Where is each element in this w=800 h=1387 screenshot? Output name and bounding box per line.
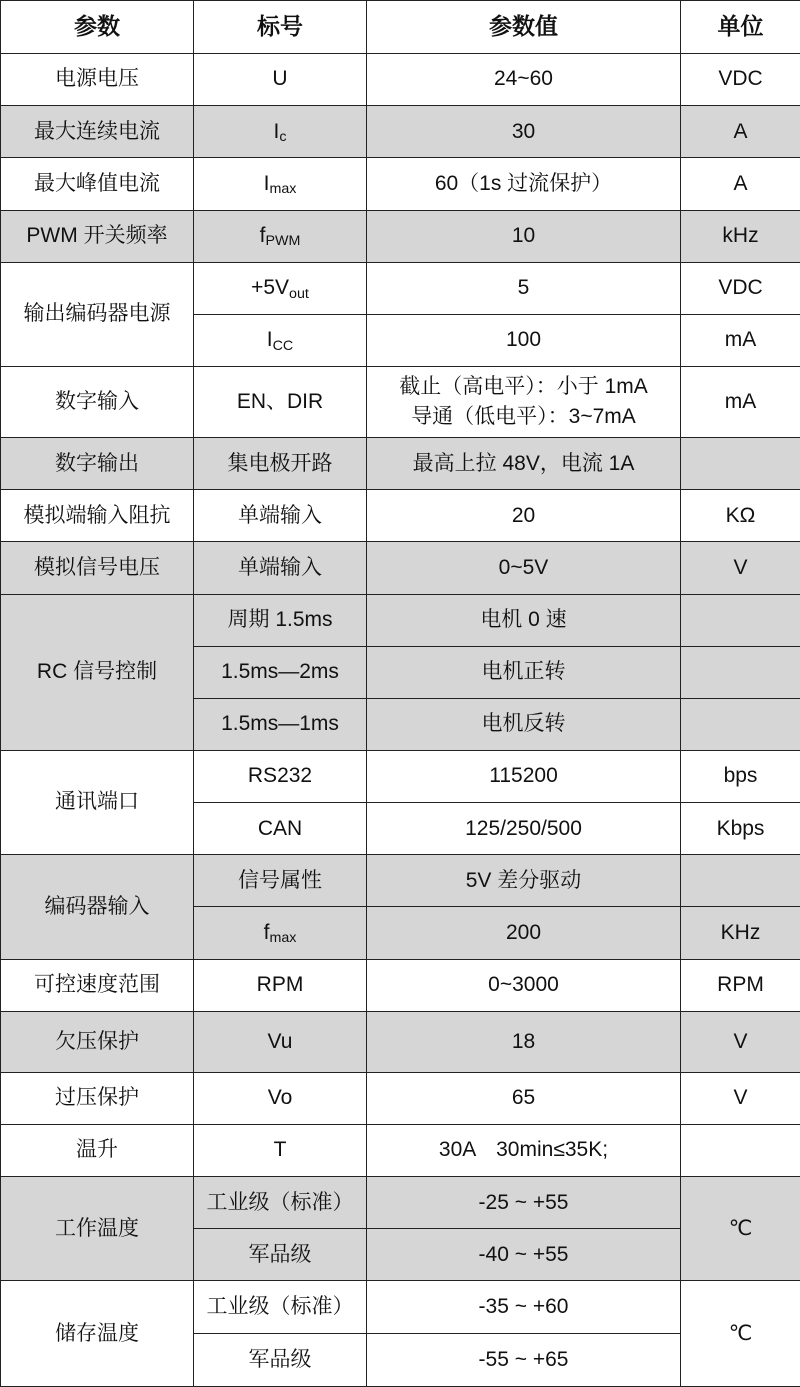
param-cell: 数字输出 <box>1 438 194 490</box>
param-cell: 数字输入 <box>1 366 194 437</box>
table-row <box>1 594 800 646</box>
table-row <box>1 1011 800 1072</box>
header-symbol: 标号 <box>194 1 367 54</box>
header-param: 参数 <box>1 1 194 54</box>
unit-cell: V <box>681 1072 800 1124</box>
param-cell: PWM 开关频率 <box>1 210 194 262</box>
table-row <box>1 1125 800 1177</box>
symbol-cell: Vu <box>194 1011 367 1072</box>
header-row <box>1 1 800 54</box>
unit-cell: KHz <box>681 907 800 959</box>
symbol-cell: 周期 1.5ms <box>194 594 367 646</box>
unit-cell <box>681 594 800 646</box>
param-cell: 通讯端口 <box>1 751 194 855</box>
unit-cell: V <box>681 1011 800 1072</box>
param-cell: 温升 <box>1 1125 194 1177</box>
param-cell: 电源电压 <box>1 54 194 106</box>
symbol-subscript: c <box>279 129 287 146</box>
symbol-subscript: max <box>269 181 297 198</box>
param-cell: RC 信号控制 <box>1 594 194 750</box>
table-row <box>1 106 800 158</box>
symbol-main: f <box>259 223 266 247</box>
symbol-main: f <box>263 920 270 944</box>
symbol-main: +5V <box>251 276 290 300</box>
value-cell: -55 ~ +65 <box>367 1333 681 1386</box>
symbol-cell: U <box>194 54 367 106</box>
symbol-cell: 军品级 <box>194 1229 367 1281</box>
value-cell: 200 <box>367 907 681 959</box>
value-cell: -25 ~ +55 <box>367 1177 681 1229</box>
unit-cell: kHz <box>681 210 800 262</box>
unit-cell: V <box>681 542 800 594</box>
unit-cell <box>681 438 800 490</box>
table-row <box>1 1072 800 1124</box>
table-row <box>1 1177 800 1229</box>
unit-cell <box>681 646 800 698</box>
value-cell: 20 <box>367 490 681 542</box>
param-cell: 储存温度 <box>1 1281 194 1387</box>
header-value: 参数值 <box>367 1 681 54</box>
table-row <box>1 210 800 262</box>
value-cell: 65 <box>367 1072 681 1124</box>
symbol-cell: 工业级（标准） <box>194 1177 367 1229</box>
symbol-cell: RPM <box>194 959 367 1011</box>
symbol-cell: Vo <box>194 1072 367 1124</box>
symbol-cell: 1.5ms—2ms <box>194 646 367 698</box>
value-cell: 100 <box>367 314 681 366</box>
unit-cell: Kbps <box>681 803 800 855</box>
unit-cell: KΩ <box>681 490 800 542</box>
symbol-cell: EN、DIR <box>194 366 367 437</box>
table-row <box>1 158 800 210</box>
unit-cell: mA <box>681 314 800 366</box>
value-cell: 30A 30min≤35K; <box>367 1125 681 1177</box>
symbol-main: I <box>273 119 280 143</box>
symbol-main: I <box>263 171 270 195</box>
symbol-cell <box>194 314 367 366</box>
param-cell: 工作温度 <box>1 1177 194 1281</box>
value-cell: 18 <box>367 1011 681 1072</box>
unit-cell <box>681 855 800 907</box>
symbol-cell <box>194 158 367 210</box>
value-cell: -40 ~ +55 <box>367 1229 681 1281</box>
symbol-subscript: CC <box>272 337 294 354</box>
unit-cell: bps <box>681 751 800 803</box>
symbol-cell: 集电极开路 <box>194 438 367 490</box>
param-cell: 可控速度范围 <box>1 959 194 1011</box>
value-line: 导通（低电平）：3~7mA <box>411 405 636 429</box>
table-row <box>1 262 800 314</box>
unit-cell: VDC <box>681 262 800 314</box>
unit-cell: A <box>681 106 800 158</box>
value-cell: 60（1s 过流保护） <box>367 158 681 210</box>
table-row <box>1 1281 800 1333</box>
unit-cell: RPM <box>681 959 800 1011</box>
value-cell: 30 <box>367 106 681 158</box>
value-cell: 115200 <box>367 751 681 803</box>
value-cell: 电机反转 <box>367 698 681 750</box>
table-row <box>1 542 800 594</box>
unit-cell: A <box>681 158 800 210</box>
value-cell: 125/250/500 <box>367 803 681 855</box>
table-row <box>1 366 800 437</box>
symbol-subscript: PWM <box>265 233 301 250</box>
symbol-cell: 单端输入 <box>194 542 367 594</box>
param-cell: 模拟信号电压 <box>1 542 194 594</box>
value-cell: 0~5V <box>367 542 681 594</box>
value-cell: -35 ~ +60 <box>367 1281 681 1333</box>
symbol-cell <box>194 262 367 314</box>
symbol-subscript: out <box>289 285 309 302</box>
unit-cell: ℃ <box>681 1177 800 1281</box>
param-cell: 欠压保护 <box>1 1011 194 1072</box>
symbol-cell <box>194 106 367 158</box>
table-row <box>1 751 800 803</box>
unit-cell: VDC <box>681 54 800 106</box>
table-row <box>1 855 800 907</box>
unit-cell <box>681 698 800 750</box>
symbol-cell: CAN <box>194 803 367 855</box>
value-cell: 电机 0 速 <box>367 594 681 646</box>
value-cell: 24~60 <box>367 54 681 106</box>
value-cell <box>367 366 681 437</box>
param-cell: 输出编码器电源 <box>1 262 194 366</box>
param-cell: 最大连续电流 <box>1 106 194 158</box>
symbol-cell: 1.5ms—1ms <box>194 698 367 750</box>
symbol-main: I <box>266 328 273 352</box>
symbol-cell: 军品级 <box>194 1333 367 1386</box>
param-cell: 模拟端输入阻抗 <box>1 490 194 542</box>
unit-cell: mA <box>681 366 800 437</box>
symbol-cell: T <box>194 1125 367 1177</box>
symbol-cell: 信号属性 <box>194 855 367 907</box>
value-line: 截止（高电平）：小于 1mA <box>399 374 648 398</box>
symbol-cell: 单端输入 <box>194 490 367 542</box>
unit-cell <box>681 1125 800 1177</box>
symbol-cell <box>194 210 367 262</box>
symbol-cell <box>194 907 367 959</box>
header-unit: 单位 <box>681 1 800 54</box>
value-cell: 最高上拉 48V，电流 1A <box>367 438 681 490</box>
table-row <box>1 959 800 1011</box>
value-cell: 10 <box>367 210 681 262</box>
value-cell: 5V 差分驱动 <box>367 855 681 907</box>
symbol-cell: 工业级（标准） <box>194 1281 367 1333</box>
param-cell: 编码器输入 <box>1 855 194 959</box>
table-row <box>1 438 800 490</box>
param-cell: 最大峰值电流 <box>1 158 194 210</box>
value-cell: 电机正转 <box>367 646 681 698</box>
param-cell: 过压保护 <box>1 1072 194 1124</box>
value-cell: 5 <box>367 262 681 314</box>
value-cell: 0~3000 <box>367 959 681 1011</box>
symbol-subscript: max <box>269 930 297 947</box>
unit-cell: ℃ <box>681 1281 800 1387</box>
symbol-cell: RS232 <box>194 751 367 803</box>
table-row <box>1 490 800 542</box>
table-row <box>1 54 800 106</box>
